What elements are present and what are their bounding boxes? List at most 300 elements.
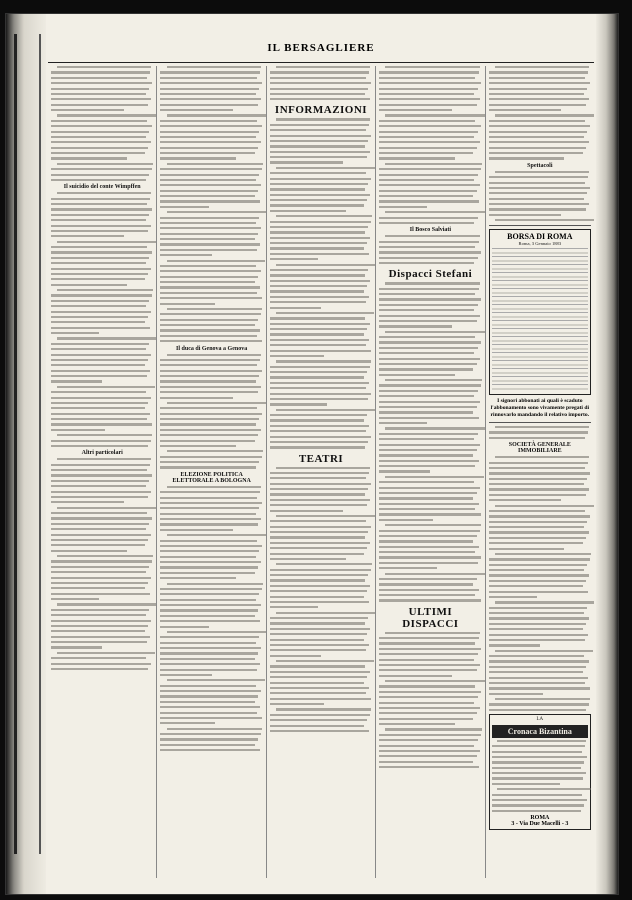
text-line [489,431,588,433]
borsa-cell [571,369,588,377]
borsa-row [492,289,588,297]
text-line [270,687,369,689]
text-line [489,655,584,657]
text-line [270,574,368,576]
text-line [379,217,477,219]
text-line [489,677,588,679]
text-line [379,131,477,133]
masthead: IL BERSAGLIERE [267,42,375,54]
borsa-cell [536,273,553,281]
text-line [379,702,474,704]
section-title-ultimi: ULTIMI DISPACCI [402,605,459,630]
text-line [276,563,372,565]
text-line [379,750,479,752]
text-line [495,426,589,428]
text-line [51,343,149,345]
text-line [270,430,366,432]
borsa-cell [553,257,570,265]
text-line [489,104,586,106]
text-line [160,217,258,219]
text-line [270,483,371,485]
societa-title: SOCIETÀ GENERALE IMMOBILIARE [508,442,571,455]
text-line [379,761,473,763]
divider [489,225,591,226]
text-line [489,612,584,614]
text-line [160,375,258,377]
text-line [379,141,479,143]
borsa-cell [571,337,588,345]
text-line [489,548,565,550]
text-line [385,728,481,730]
text-line [167,308,262,310]
text-line [160,572,254,574]
text-line [385,114,484,116]
text-line [379,637,478,639]
text-line [51,528,146,530]
text-line [167,114,266,116]
text-line [51,614,146,616]
text-line [51,157,127,159]
divider [489,422,591,423]
text-line [270,253,369,255]
text-line [270,242,367,244]
borsa-cell [536,369,553,377]
column-4 [376,66,485,878]
text-line [51,246,147,248]
text-line [51,141,151,143]
text-line [57,241,156,243]
borsa-row [492,305,588,313]
text-line [379,390,477,392]
text-line [270,633,367,635]
text-line [160,642,255,644]
article-text [379,282,481,601]
borsa-cell [571,249,588,257]
text-line [51,168,152,170]
text-line [51,174,149,176]
text-line [57,114,156,116]
text-line [270,606,318,608]
text-line [51,440,151,442]
text-line [160,147,257,149]
text-line [489,682,585,684]
text-line [51,469,147,471]
text-line [385,379,481,381]
text-line [51,480,149,482]
text-line [379,546,478,548]
text-line [270,536,365,538]
text-line [160,626,208,628]
text-line [489,687,590,689]
text-line [51,316,148,318]
text-line [385,632,479,634]
text-line [379,492,476,494]
text-line [270,569,371,571]
section-title: Altri particolari [81,450,123,457]
text-line [270,221,371,223]
borsa-cell [553,361,570,369]
text-line [489,131,587,133]
text-line [270,639,364,641]
borsa-cell [536,305,553,313]
text-line [379,174,477,176]
text-line [379,347,477,349]
borsa-cell [553,345,570,353]
text-line [160,233,257,235]
text-line [160,227,260,229]
text-line [270,71,369,73]
text-line [489,176,588,178]
text-line [270,403,327,405]
text-line [160,386,260,388]
text-line [489,693,543,695]
text-line [160,466,255,468]
text-line [160,712,256,714]
text-line [167,211,267,213]
text-line [51,609,149,611]
text-line [270,665,365,667]
text-line [270,151,370,153]
text-line [51,300,149,302]
text-line [379,556,480,558]
text-line [495,219,594,221]
text-line [276,360,371,362]
text-line [379,540,473,542]
borsa-cell [571,345,588,353]
spettacoli-title: Spettacoli [527,162,553,169]
text-line [489,125,590,127]
text-line [160,418,258,420]
text-line [492,810,582,812]
borsa-cell [553,249,570,257]
article-text [270,66,372,100]
borsa-cell [536,297,553,305]
text-line [51,560,152,562]
text-line [51,646,102,648]
page-header [48,36,594,63]
article-text [379,66,481,224]
text-line [270,172,366,174]
borsa-cell [571,281,588,289]
text-line [489,483,584,485]
borsa-row [492,369,588,377]
article-text [489,171,591,222]
text-line [379,320,476,322]
text-line [379,411,473,413]
borsa-cell [571,289,588,297]
text-line [160,324,254,326]
borsa-row [492,337,588,345]
text-line [379,358,479,360]
borsa-cell [536,361,553,369]
text-line [385,573,485,575]
text-line [489,182,585,184]
text-line [379,88,477,90]
text-line [270,676,367,678]
text-line [160,313,260,315]
section-title: ELEZIONE POLITICA ELETTORALE A BOLOGNA [172,471,251,484]
text-line [270,269,368,271]
borsa-cell [492,289,536,297]
borsa-cell [536,377,553,385]
text-line [51,641,147,643]
text-line [270,590,367,592]
text-line [385,235,479,237]
text-line [270,414,367,416]
text-line [167,260,265,262]
text-line [51,566,149,568]
text-line [160,281,254,283]
text-line [270,436,371,438]
text-line [160,566,257,568]
text-line [160,370,261,372]
text-line [160,663,259,665]
text-line [489,98,589,100]
borsa-cell [571,377,588,385]
text-line [385,476,483,478]
text-line [167,450,263,452]
text-line [270,692,366,694]
text-line [51,657,146,659]
text-line [385,331,484,333]
text-line [379,438,474,440]
text-line [270,98,370,100]
text-line [379,470,430,472]
text-line [379,669,476,671]
text-line [489,88,587,90]
text-line [276,660,374,662]
borsa-cell [553,305,570,313]
text-line [160,434,257,436]
text-line [489,639,585,641]
text-line [160,397,233,399]
text-line [489,526,584,528]
text-line [379,336,475,338]
text-line [489,617,589,619]
text-line [489,192,587,194]
text-line [379,508,475,510]
text-line [270,231,365,233]
text-line [51,251,152,253]
borsa-cell [536,345,553,353]
article-text [51,192,153,447]
text-line [160,507,258,509]
text-line [51,109,124,111]
text-line [495,66,589,68]
text-line [379,168,480,170]
text-line [379,691,480,693]
text-line [270,628,370,630]
section-title-informazioni: INFORMAZIONI [274,104,368,117]
text-line [492,756,587,758]
text-line [160,319,257,321]
text-line [51,544,145,546]
column-5 [486,66,594,878]
text-line [160,98,260,100]
text-line [270,285,367,287]
text-line [489,671,583,673]
text-line [51,359,148,361]
article-text [489,426,591,439]
text-line [160,518,260,520]
borsa-cell [492,281,536,289]
text-line [51,539,148,541]
borsa-row [492,353,588,361]
borsa-cell [571,321,588,329]
text-line [51,235,124,237]
text-line [51,620,151,622]
text-line [270,488,368,490]
text-line [270,323,370,325]
text-line [276,118,370,120]
text-line [160,413,261,415]
borsa-row [492,345,588,353]
text-line [270,579,365,581]
text-line [489,660,589,662]
text-line [51,491,151,493]
borsa-row [492,265,588,273]
text-line [270,210,346,212]
text-line [270,393,371,395]
text-line [489,510,585,512]
text-line [160,184,260,186]
text-line [160,685,255,687]
text-line [385,66,479,68]
borsa-cell [492,273,536,281]
text-line [379,734,480,736]
text-line [51,501,124,503]
text-line [270,178,371,180]
text-line [379,712,476,714]
text-line [57,652,155,654]
borsa-row [492,361,588,369]
text-line [160,82,261,84]
ad-label: LA [536,717,544,723]
text-line [495,698,590,700]
text-line [51,225,151,227]
text-line [57,603,157,605]
text-line [160,380,255,382]
text-line [160,540,256,542]
text-line [167,402,266,404]
text-line [379,315,479,317]
borsa-row [492,313,588,321]
text-line [51,496,148,498]
text-line [270,472,369,474]
borsa-cell [553,329,570,337]
text-line [160,738,257,740]
text-line [385,680,484,682]
text-line [379,718,473,720]
text-line [489,214,562,216]
text-line [270,526,371,528]
text-line [270,382,369,384]
text-line [379,325,452,327]
text-line [489,574,589,576]
column-1 [48,66,157,878]
text-line [270,145,365,147]
article-text [160,354,262,469]
text-line [495,601,594,603]
borsa-cell [536,337,553,345]
text-line [160,120,256,122]
text-line [270,328,367,330]
borsa-cell [492,313,536,321]
text-line [160,157,236,159]
text-line [57,163,153,165]
text-line [51,464,150,466]
text-line [270,350,371,352]
text-line [270,204,364,206]
borsa-cell [492,257,536,265]
text-line [489,478,587,480]
text-line [276,66,370,68]
text-line [379,648,480,650]
article-text [270,118,372,448]
ad-city: ROMA [530,815,550,822]
text-line [270,194,370,196]
text-line [160,391,257,393]
text-line [160,93,255,95]
text-line [160,136,255,138]
text-line [489,462,588,464]
text-line [379,241,478,243]
text-line [270,376,364,378]
text-line [51,88,149,90]
text-line [160,593,258,595]
text-line [160,491,259,493]
text-line [160,502,261,504]
text-line [379,583,473,585]
text-line [270,317,365,319]
text-line [270,307,321,309]
text-line [160,701,254,703]
ad-address: 3 - Via Due Macelli - 3 [511,821,569,828]
text-line [160,615,254,617]
borsa-cell [492,329,536,337]
text-line [51,71,150,73]
text-line [51,198,150,200]
text-line [167,66,261,68]
text-line [379,589,478,591]
text-line [379,374,455,376]
borsa-cell [492,345,536,353]
text-line [51,636,150,638]
text-line [270,425,369,427]
text-line [51,582,148,584]
text-line [167,534,266,536]
text-line [160,109,233,111]
text-line [270,698,371,700]
text-line [489,623,586,625]
text-line [270,547,367,549]
text-line [379,422,427,424]
section-title-dispacci: Dispacci Stefani [388,268,473,281]
text-line [270,344,366,346]
text-line [489,531,589,533]
article-text [51,458,153,670]
text-line [160,556,255,558]
text-line [160,609,257,611]
text-line [160,71,259,73]
text-line [51,268,151,270]
text-line [160,276,257,278]
text-line [51,512,147,514]
text-line [379,449,476,451]
text-line [51,214,149,216]
text-line [51,98,151,100]
text-line [270,477,366,479]
